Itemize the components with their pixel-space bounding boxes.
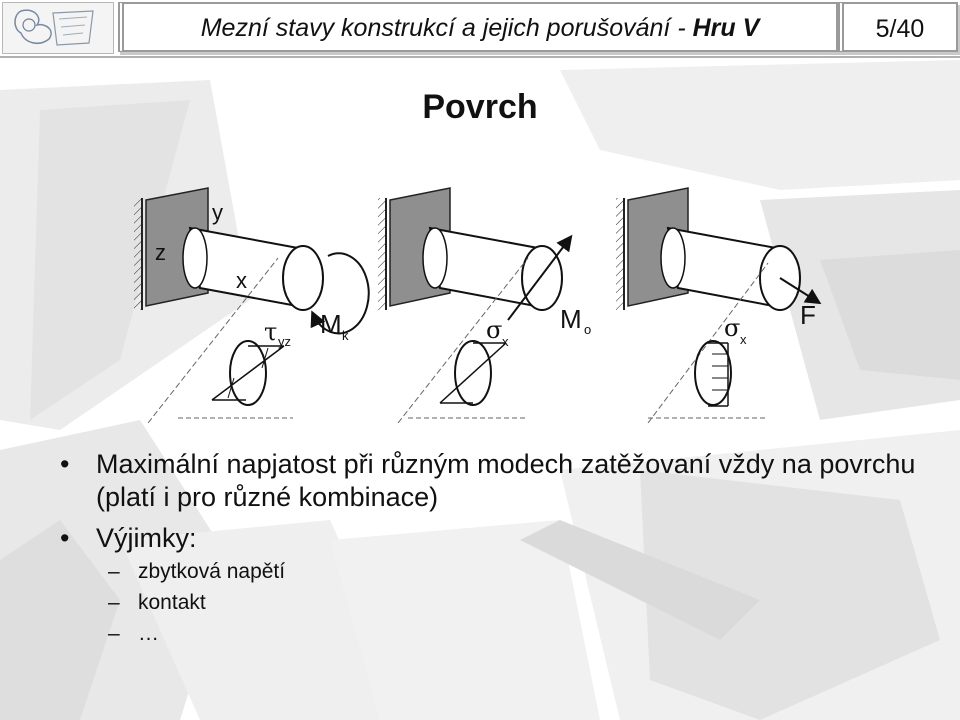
presentation-title-box: [118, 2, 838, 52]
panel-torsion: [134, 188, 369, 423]
dash-icon: –: [108, 560, 120, 583]
loading-modes-diagram: [128, 178, 828, 423]
stress-symbol-sigma-axial: σ: [724, 314, 741, 342]
sub-bullet-3: [60, 619, 920, 648]
panel-tension: [616, 188, 818, 423]
bullet-item-2: [60, 522, 920, 555]
header-divider: [0, 56, 960, 58]
dash-icon: –: [108, 591, 120, 614]
moment-label-mk: M: [320, 309, 342, 339]
sub-bullet-text-3: …: [138, 622, 159, 645]
bullet-text-2: Výjimky:: [96, 523, 197, 553]
moment-label-mo: M: [560, 304, 582, 334]
bullet-item-1: [60, 448, 920, 514]
university-logo: [2, 2, 114, 54]
presentation-title: Mezní stavy konstrukcí a jejich porušování - Hru V: [200, 14, 760, 42]
bullet-dot-icon: •: [60, 523, 70, 553]
page-number: 5/40: [875, 15, 925, 43]
panel-bending: [378, 188, 591, 423]
moment-subscript-o: o: [584, 322, 592, 337]
sub-bullet-1: [60, 557, 920, 586]
slide-header: [0, 0, 960, 56]
bullet-text-1: Maximální napjatost při různým modech zatěžovaní vždy na povrchu (platí i pro různé kombinace): [96, 449, 916, 512]
stress-symbol-sigma: σ: [486, 316, 503, 344]
force-label-f: F: [800, 300, 816, 330]
stress-subscript-x: x: [502, 334, 509, 349]
bullet-list: [60, 448, 920, 648]
axis-label-x: x: [236, 268, 247, 293]
sub-bullet-text-1: zbytková napětí: [138, 560, 286, 583]
slide-title: Povrch: [422, 88, 538, 126]
sub-bullet-text-2: kontakt: [138, 591, 206, 614]
axis-label-z: z: [155, 240, 166, 265]
bullet-dot-icon: •: [60, 449, 70, 479]
axis-label-y: y: [212, 200, 223, 225]
page-number-box: [838, 2, 958, 52]
presentation-title-bold: Hru V: [692, 14, 760, 42]
sub-bullet-2: [60, 588, 920, 617]
dash-icon: –: [108, 622, 120, 645]
stress-subscript-x-axial: x: [740, 332, 747, 347]
moment-subscript-k: k: [342, 328, 349, 343]
stress-subscript-yz: yz: [278, 334, 291, 349]
stress-symbol-tau: τ: [264, 318, 278, 346]
